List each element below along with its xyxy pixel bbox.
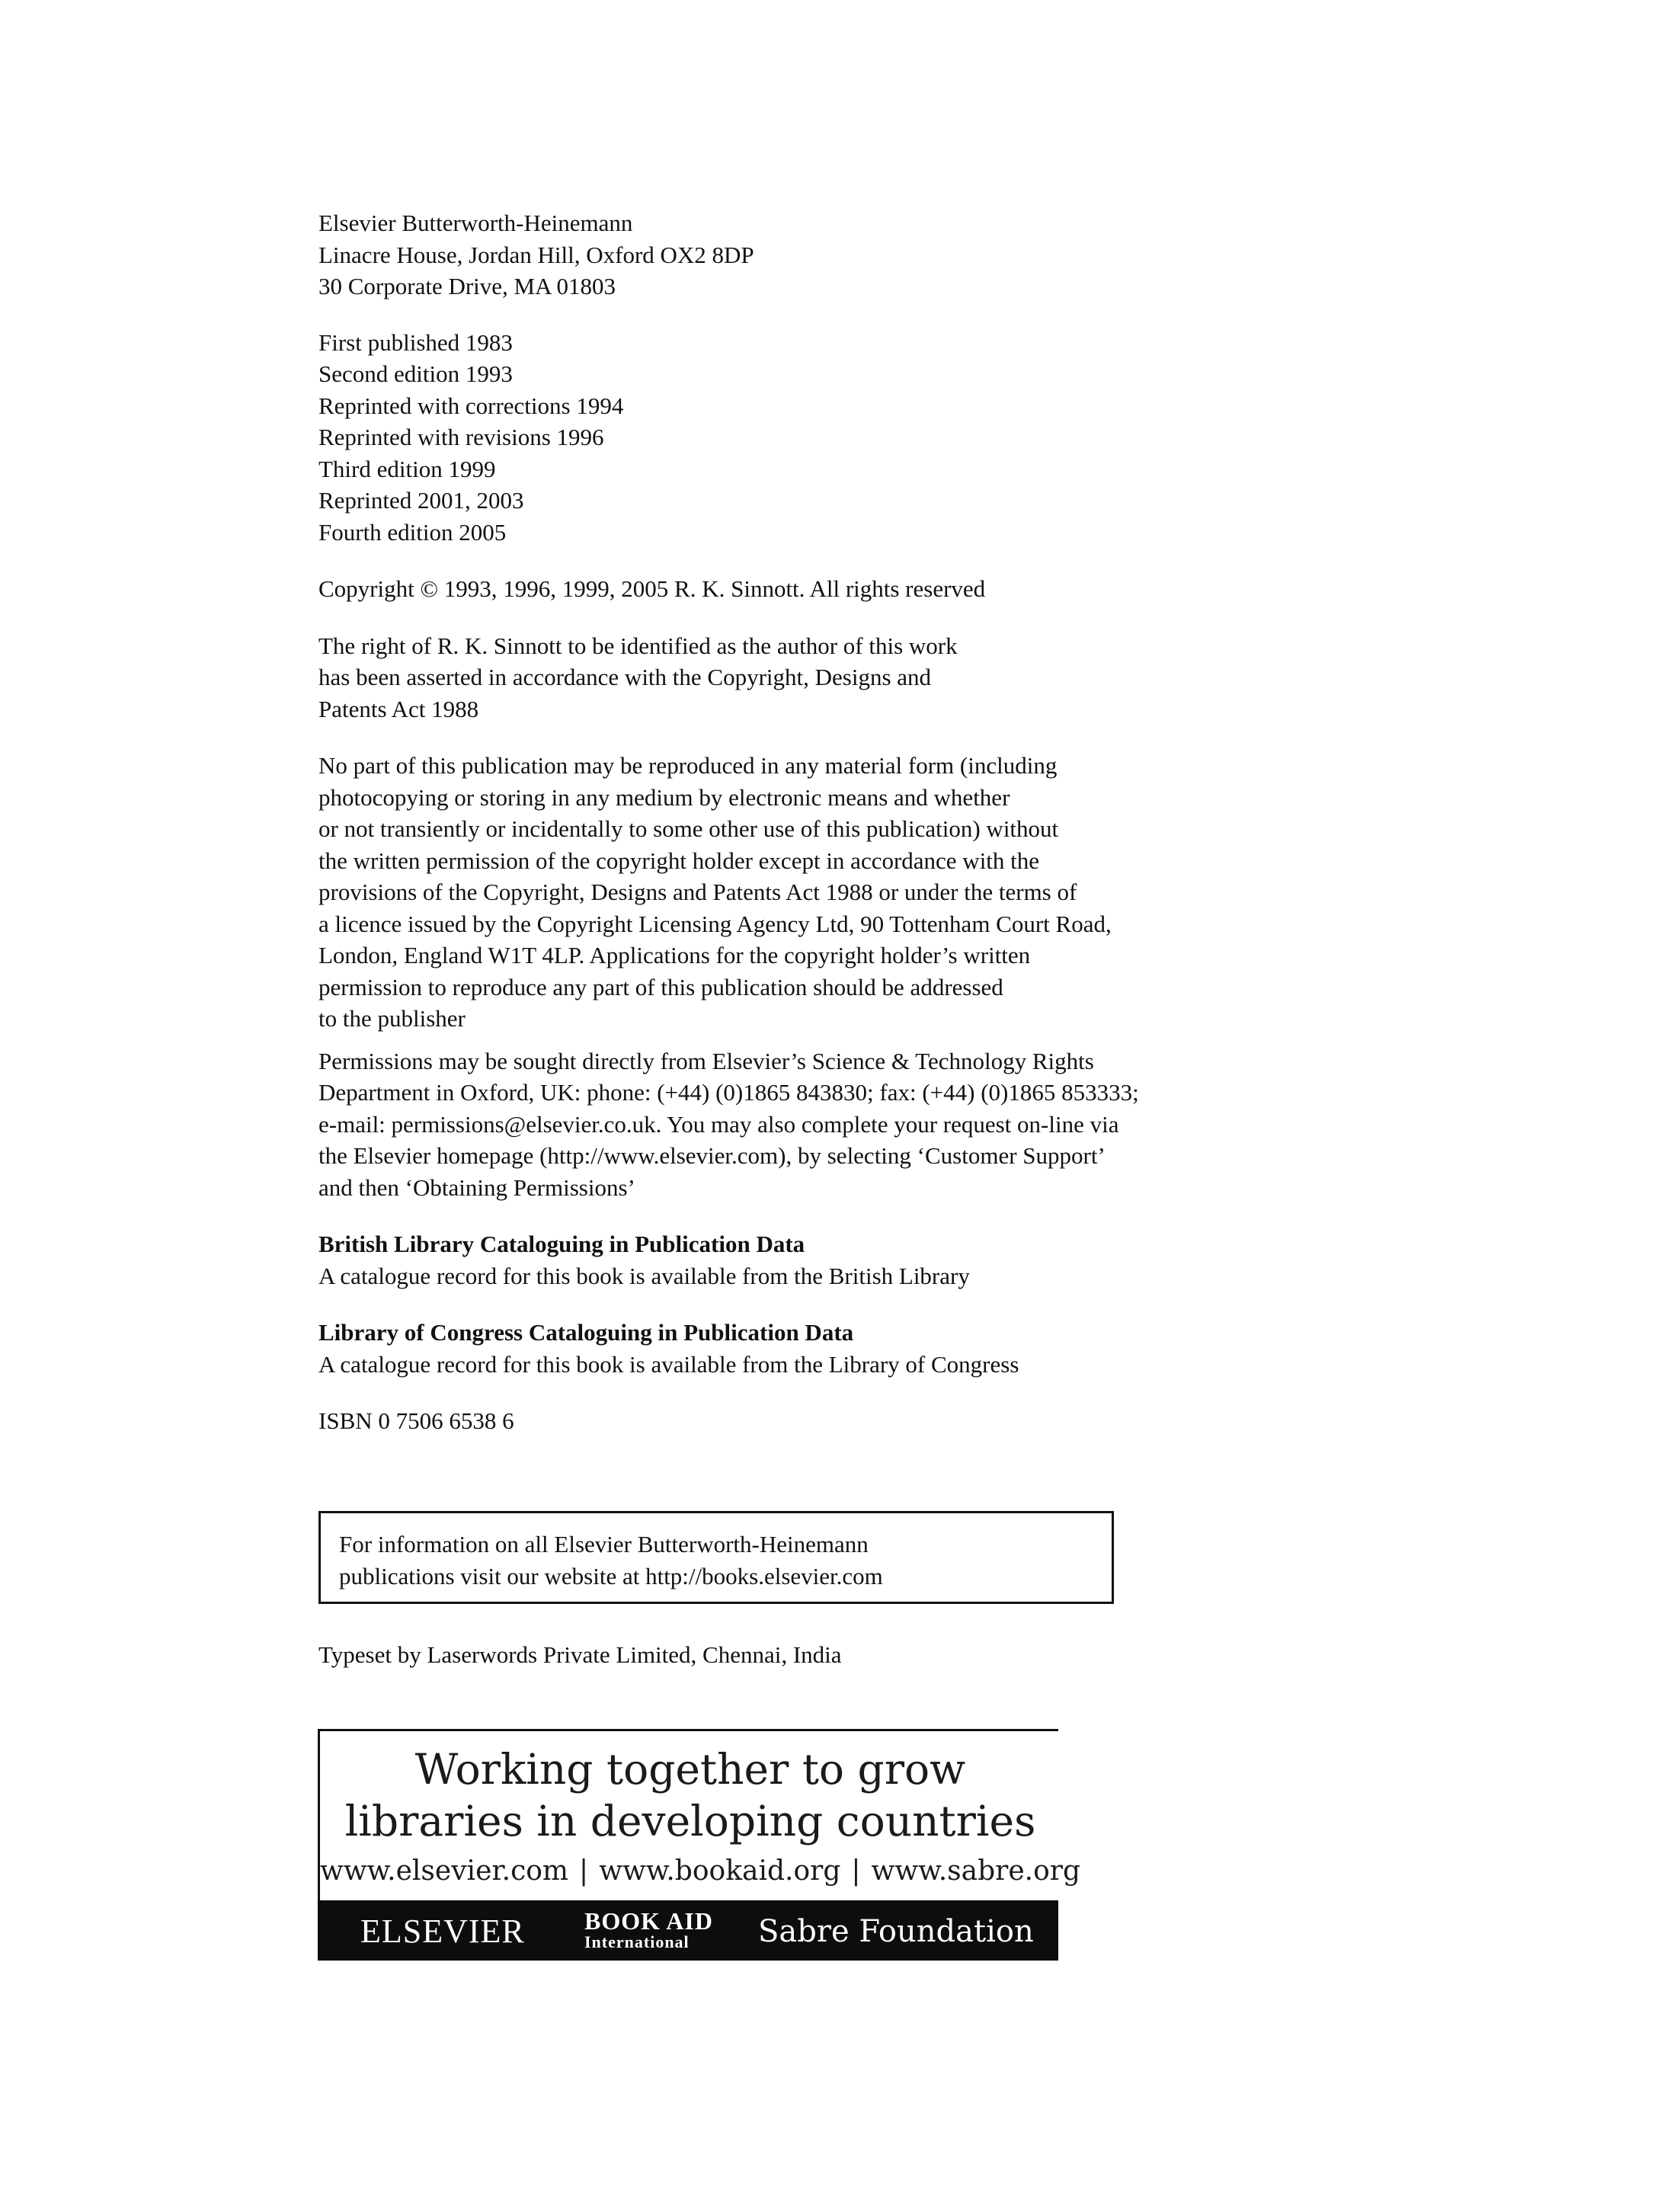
isbn-line: ISBN 0 7506 6538 6 <box>318 1407 514 1434</box>
reproduction-line: photocopying or storing in any medium by electronic means and whether <box>318 783 1010 811</box>
banner-links <box>320 1853 1081 1890</box>
reproduction-line: to the publisher <box>318 1005 466 1032</box>
history-line: Third edition 1999 <box>318 455 496 482</box>
link-elsevier[interactable]: www.elsevier.com <box>320 1855 569 1887</box>
info-box-line: For information on all Elsevier Butterworth-Heinemann <box>339 1531 869 1557</box>
link-separator: | <box>851 1855 861 1887</box>
publication-history <box>318 327 1370 549</box>
permissions-line: Permissions may be sought directly from Elsevier’s Science & Technology Rights <box>318 1047 1094 1074</box>
british-library-text: A catalogue record for this book is available from the British Library <box>318 1262 970 1289</box>
history-line: Second edition 1993 <box>318 360 513 387</box>
permissions-line: and then ‘Obtaining Permissions’ <box>318 1173 635 1201</box>
isbn <box>318 1405 1370 1437</box>
sponsor-logo-bar <box>318 1900 1058 1961</box>
copyright-line: Copyright © 1993, 1996, 1999, 2005 R. K. Sinnott. All rights reserved <box>318 575 986 602</box>
history-line: Reprinted 2001, 2003 <box>318 487 524 514</box>
history-line: Fourth edition 2005 <box>318 518 507 546</box>
reproduction-line: provisions of the Copyright, Designs and Patents Act 1988 or under the terms of <box>318 879 1077 905</box>
reproduction-line: the written permission of the copyright holder except in accordance with the <box>318 847 1040 874</box>
permissions-line: the Elsevier homepage (http://www.elsevier.com), by selecting ‘Customer Support’ <box>318 1142 1106 1169</box>
reproduction-line: permission to reproduce any part of this publication should be addressed <box>318 973 1003 1000</box>
publisher-line: 30 Corporate Drive, MA 01803 <box>318 273 616 299</box>
book-aid-logo <box>584 1909 713 1952</box>
banner-title-line: libraries in developing countries <box>344 1797 1036 1845</box>
reproduction-line: London, England W1T 4LP. Applications for the copyright holder’s written <box>318 942 1031 968</box>
history-line: Reprinted with revisions 1996 <box>318 424 604 450</box>
publisher-address <box>318 207 1370 303</box>
publisher-line: Linacre House, Jordan Hill, Oxford OX2 8DP <box>318 241 754 268</box>
reproduction-notice <box>318 750 1370 1035</box>
moral-right-line: Patents Act 1988 <box>318 695 479 722</box>
link-sabre[interactable]: www.sabre.org <box>871 1855 1081 1887</box>
history-line: Reprinted with corrections 1994 <box>318 392 624 419</box>
library-of-congress-cip <box>318 1317 1370 1380</box>
british-library-heading: British Library Cataloguing in Publication Data <box>318 1231 805 1257</box>
info-box-line: publications visit our website at http://books.elsevier.com <box>339 1562 883 1589</box>
library-of-congress-text: A catalogue record for this book is available from the Library of Congress <box>318 1350 1019 1378</box>
moral-right-line: has been asserted in accordance with the Copyright, Designs and <box>318 664 932 690</box>
copyright-page <box>318 207 1370 1437</box>
banner-title-line: Working together to grow <box>414 1745 966 1794</box>
elsevier-logo: ELSEVIER <box>360 1913 525 1950</box>
moral-right-statement <box>318 630 1370 725</box>
book-aid-banner <box>318 1729 1081 1958</box>
publisher-line: Elsevier Butterworth-Heinemann <box>318 210 633 236</box>
book-aid-logo-top: BOOK AID <box>584 1907 713 1935</box>
british-library-cip <box>318 1228 1370 1292</box>
typeset-credit: Typeset by Laserwords Private Limited, Chennai, India <box>318 1641 842 1668</box>
sabre-foundation-logo: Sabre Foundation <box>758 1914 1034 1949</box>
history-line: First published 1983 <box>318 328 513 356</box>
link-separator: | <box>579 1855 589 1887</box>
library-of-congress-heading: Library of Congress Cataloguing in Publication Data <box>318 1319 854 1346</box>
reproduction-line: No part of this publication may be reproduced in any material form (including <box>318 752 1058 779</box>
moral-right-line: The right of R. K. Sinnott to be identified as the author of this work <box>318 632 958 659</box>
permissions-line: Department in Oxford, UK: phone: (+44) (0)1865 843830; fax: (+44) (0)1865 853333; <box>318 1079 1139 1106</box>
reproduction-line: or not transiently or incidentally to some other use of this publication) without <box>318 815 1059 842</box>
link-bookaid[interactable]: www.bookaid.org <box>599 1855 841 1887</box>
permissions-notice <box>318 1045 1370 1204</box>
permissions-line: e-mail: permissions@elsevier.co.uk. You may also complete your request on-line via <box>318 1110 1119 1138</box>
website-info-box <box>318 1511 1114 1604</box>
reproduction-line: a licence issued by the Copyright Licensing Agency Ltd, 90 Tottenham Court Road, <box>318 910 1112 937</box>
book-aid-logo-bottom: International <box>584 1932 690 1951</box>
copyright-notice <box>318 573 1370 605</box>
